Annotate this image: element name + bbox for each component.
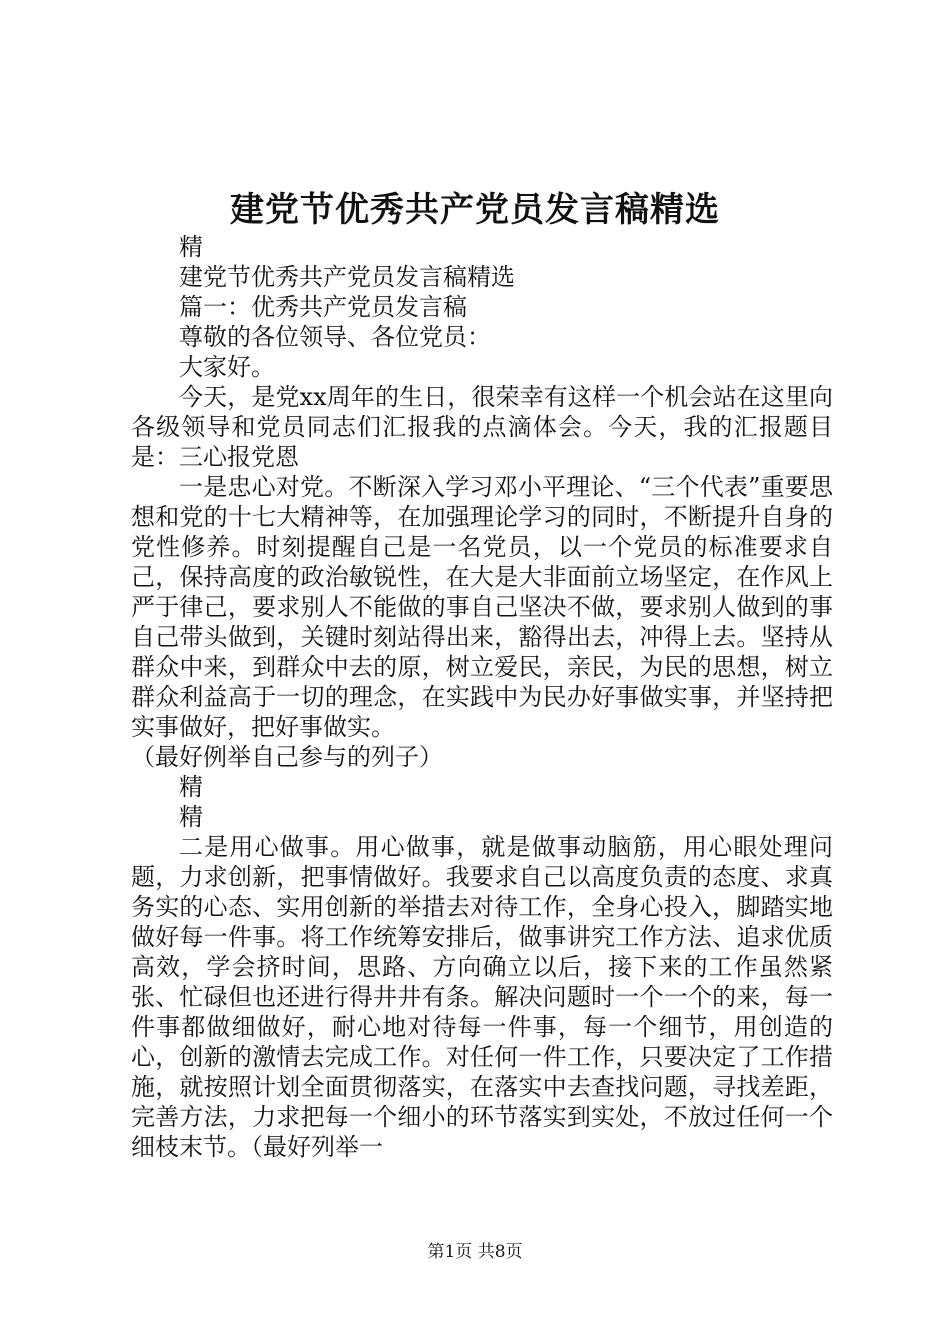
paragraph: 精 — [179, 773, 203, 801]
paragraph: 尊敬的各位领导、各位党员： — [179, 323, 491, 351]
document-title: 建党节优秀共产党员发言稿精选 — [230, 190, 720, 230]
paragraph: 大家好。 — [179, 353, 275, 381]
paragraph: 一是忠心对党。不断深入学习邓小平理论、“三个代表”重要思想和党的十七大精神等，在加强理论学习的同时，不断提升自身的党性修养。时刻提醒自己是一名党员，以一个党员的标准要求自己，保持高度的政治敏锐性，在大是大非面前立场坚定，在作风上严于律己，要求别人不能做的事自己坚决不做，要求别人做到的事自己带头做到，关键时刻站得出来，豁得出去，冲得上去。坚持从群众中来，到群众中去的原，树立爱民，亲民，为民的思想，树立群众利益高于一切的理念，在实践中为民办好事做实事，并坚持把实事做好，把好事做实。 — [131, 473, 833, 741]
paragraph: 二是用心做事。用心做事，就是做事动脑筋，用心眼处理问题，力求创新，把事情做好。我要求自己以高度负责的态度、求真务实的心态、实用创新的举措去对待工作，全身心投入，脚踏实地做好每一件事。将工作统筹安排后，做事讲究工作方法、追求优质高效，学会挤时间，思路、方向确立以后，接下来的工作虽然紧张、忙碌但也还进行得井井有条。解决问题时一个一个的来，每一件事都做细做好，耐心地对待每一件事，每一个细节，用创造的心，创新的激情去完成工作。对任何一件工作，只要决定了工作措施，就按照计划全面贯彻落实，在落实中去查找问题，寻找差距，完善方法，力求把每一个细小的环节落实到实处，不放过任何一个细枝末节。（最好列举一 — [131, 833, 833, 1161]
paragraph: （最好例举自己参与的列子） — [131, 743, 443, 771]
paragraph: 精 — [179, 803, 203, 831]
paragraph: 今天，是党xx周年的生日，很荣幸有这样一个机会站在这里向各级领导和党员同志们汇报我的点滴体会。今天，我的汇报题目是：三心报党恩 — [131, 383, 833, 471]
document-body — [131, 232, 833, 1162]
paragraph: 篇一：优秀共产党员发言稿 — [179, 293, 467, 321]
page-footer: 第1页 共8页 — [427, 1242, 523, 1262]
paragraph: 精 — [179, 233, 203, 261]
paragraph: 建党节优秀共产党员发言稿精选 — [179, 263, 515, 291]
